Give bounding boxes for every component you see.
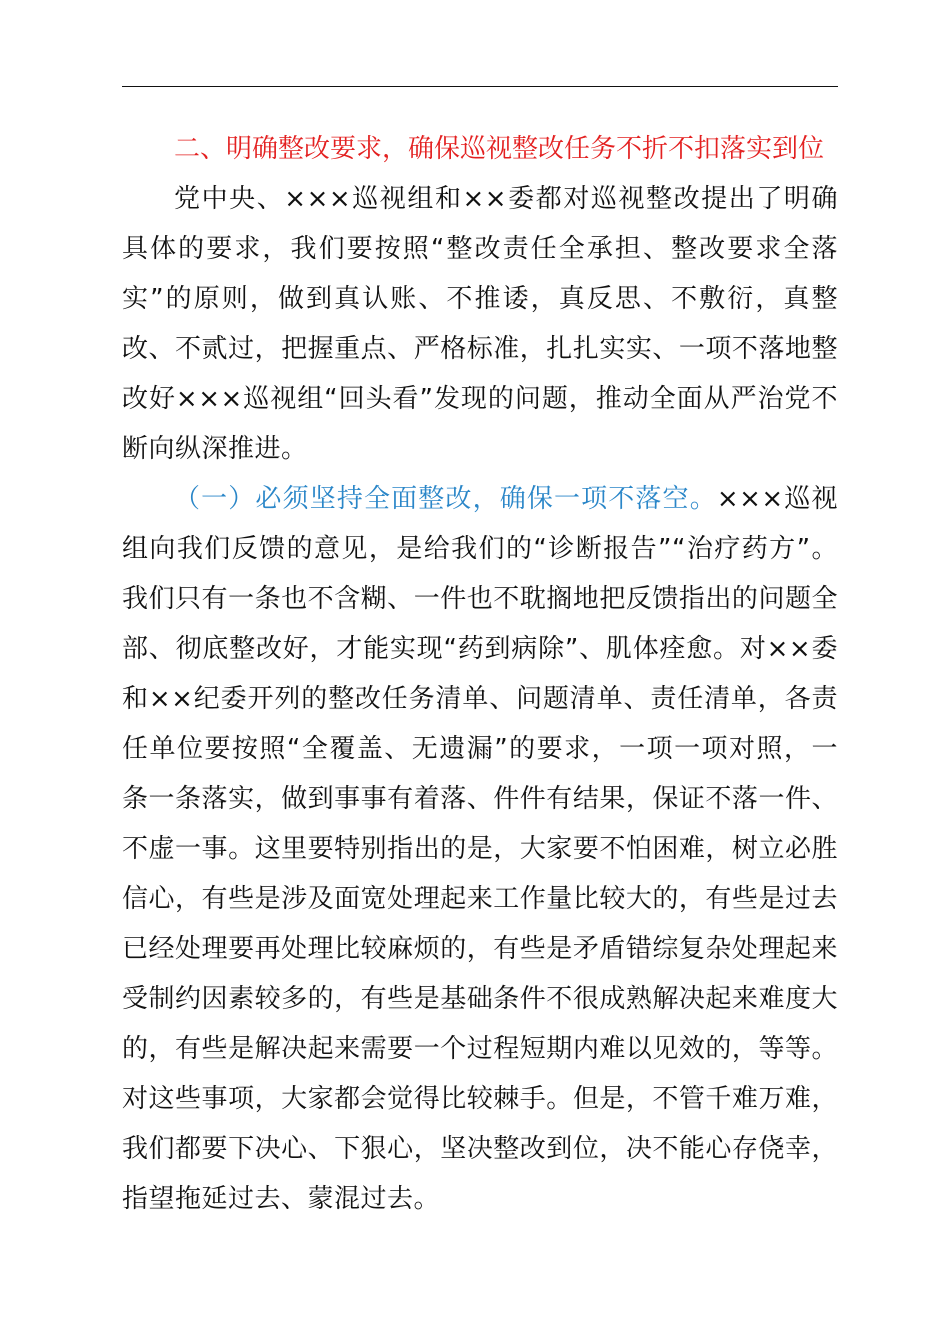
paragraph-intro: 党中央、×××巡视组和××委都对巡视整改提出了明确具体的要求，我们要按照“整改责任全承担、整改要求全落实”的原则，做到真认账、不推诿，真反思、不敷衍，真整改、不贰过，把握重点、严格标准，扎扎实实、一项不落地整改好×××巡视组“回头看”发现的问题，推动全面从严治党不断向纵深推进。 xyxy=(122,184,838,464)
header-rule xyxy=(122,86,838,87)
section-heading: 二、明确整改要求，确保巡视整改任务不折不扣落实到位 xyxy=(174,134,825,164)
subsection-body: ×××巡视组向我们反馈的意见，是给我们的“诊断报告”“治疗药方”。我们只有一条也不含糊、一件也不耽搁地把反馈指出的问题全部、彻底整改好，才能实现“药到病除”、肌体痊愈。对××委和××纪委开列的整改任务清单、问题清单、责任清单，各责任单位要按照“全覆盖、无遗漏”的要求，一项一项对照，一条一条落实，做到事事有着落、件件有结果，保证不落一件、不虚一事。这里要特别指出的是，大家要不怕困难，树立必胜信心，有些是涉及面宽处理起来工作量比较大的，有些是过去已经处理要再处理比较麻烦的，有些是矛盾错综复杂处理起来受制约因素较多的，有些是基础条件不很成熟解决起来难度大的，有些是解决起来需要一个过程短期内难以见效的，等等。对这些事项，大家都会觉得比较棘手。但是，不管千难万难，我们都要下决心、下狠心，坚决整改到位，决不能心存侥幸，指望拖延过去、蒙混过去。 xyxy=(122,484,838,1214)
subsection-heading: （一）必须坚持全面整改，确保一项不落空。 xyxy=(174,484,717,514)
document-body xyxy=(122,124,838,1224)
paragraph-comprehensive-rectification xyxy=(122,474,838,1224)
